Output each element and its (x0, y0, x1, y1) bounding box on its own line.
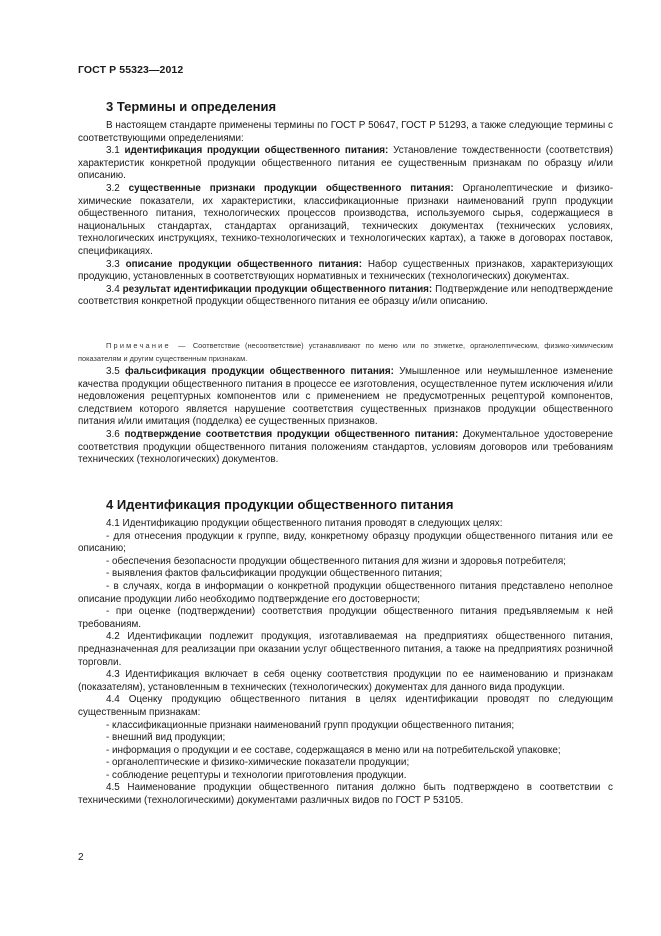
section-4-body (78, 518, 613, 808)
list-item: - соблюдение рецептуры и технологии приготовления продукции. (106, 769, 407, 781)
list-item: - для отнесения продукции к группе, виду, конкретному образцу продукции общественного питания или ее описанию; (78, 530, 613, 555)
list-item: - выявления фактов фальсификации продукции общественного питания; (106, 568, 443, 580)
list-item: - информация о продукции и ее составе, содержащаяся в меню или на потребительской упаковке; (106, 744, 561, 756)
note-text: Соответствие (несоответствие) устанавливают по меню или по этикетке, органолептическим, физико-химическим показателям и другим существенным признакам. (78, 341, 613, 363)
section-3-body-continued (78, 366, 613, 467)
term-3-5: 3.5 фальсификация продукции общественного питания: Умышленное или неумышленное изменение качества продукции общественного питания в процессе ее изготовления, осуществленное путем исключения и/или недовложения рецептурных компонентов или с применением не предусмотренных рецептурой компонентов, следствием которого является нарушение соответствия существенных признаков продукции общественного питания и/или имитация (подделка) ее существенных признаков. (78, 366, 614, 428)
document-header: ГОСТ Р 55323—2012 (78, 64, 184, 76)
paragraph-4-3: 4.3 Идентификация включает в себя оценку соответствия продукции по ее наименованию и признакам (показателям), установленным в технических (технологических) документах для данного вида продукции. (78, 669, 613, 693)
term-3-2: 3.2 существенные признаки продукции общественного питания: Органолептические и физико-химические показатели, их характеристики, классификационные признаки наименований групп продукции общественного питания, технологических процессов производства, используемого сырья, содержащиеся в национальных стандартах, стандартах организаций, технических документах (технических условиях, технологических инструкциях, технико-технологических и технологических картах), а также в договорах поставок, спецификациях. (78, 182, 613, 257)
note-block (78, 339, 613, 365)
term-3-4-title: результат идентификации продукции общественного питания: (122, 283, 433, 295)
term-3-3: 3.3 описание продукции общественного питания: Набор существенных признаков, характеризующих продукцию, установленных в соответствующих нормативных и технических (технологических) документах. (78, 258, 613, 283)
paragraph-4-1: 4.1 Идентификацию продукции общественного питания проводят в следующих целях: (106, 518, 503, 529)
list-item: - внешний вид продукции; (106, 732, 226, 744)
list-item: - органолептические и физико-химические показатели продукции; (106, 757, 410, 769)
term-3-4: 3.4 результат идентификации продукции общественного питания: Подтверждение или неподтверждение соответствия конкретной продукции общественного питания ее образцу и/или описанию. (78, 283, 613, 308)
term-3-2-title: существенные признаки продукции общественного питания: (128, 182, 454, 194)
list-item: - при оценке (подтверждении) соответствия продукции общественного питания предъявляемым к ней требованиям. (78, 606, 613, 630)
paragraph-4-2: 4.2 Идентификации подлежит продукция, изготавливаемая на предприятиях общественного питания, предназначенная для реализации при оказании услуг общественного питания, а также на предприятиях розничной торговли. (78, 631, 613, 668)
paragraph-4-5: 4.5 Наименование продукции общественного питания должно быть подтверждено в соответствии с техническими (технологическими) документами различных видов по ГОСТ Р 53105. (78, 782, 613, 807)
term-3-5-title: фальсификация продукции общественного питания: (125, 366, 394, 377)
page-number: 2 (78, 852, 84, 863)
paragraph-4-4: 4.4 Оценку продукцию общественного питания в целях идентификации проводят по следующим существенным признакам: (78, 694, 613, 718)
section-3-heading: 3 Термины и определения (106, 99, 277, 114)
section-3-body (78, 120, 613, 309)
section-4-heading: 4 Идентификация продукции общественного питания (106, 497, 454, 512)
section-3-intro: В настоящем стандарте применены термины по ГОСТ Р 50647, ГОСТ Р 51293, а также следующие термины с соответствующими определениями: (78, 120, 613, 144)
term-3-6-title: подтверждение соответствия продукции общественного питания: (124, 428, 459, 440)
list-item: - обеспечения безопасности продукции общественного питания для жизни и здоровья потребителя; (106, 555, 566, 567)
term-3-1-title: идентификация продукции общественного питания: (124, 145, 389, 157)
list-item: - в случаях, когда в информации о конкретной продукции общественного питания представлено неполное описание продукции либо необходимо подтверждение его достоверности; (78, 580, 613, 605)
term-3-6: 3.6 подтверждение соответствия продукции общественного питания: Документальное удостоверение соответствия продукции общественного питания положениям стандартов, условиям договоров или требованиям технических (технологических) документов. (78, 428, 613, 466)
list-item: - классификационные признаки наименований групп продукции общественного питания; (106, 719, 515, 731)
note-label: Примечание — (106, 341, 188, 350)
term-3-1: 3.1 идентификация продукции общественного питания: Установление тождественности (соответствия) характеристик конкретной продукции общественного питания ее существенным признакам по образцу и/или описанию. (78, 145, 613, 182)
term-3-3-title: описание продукции общественного питания: (125, 258, 362, 270)
